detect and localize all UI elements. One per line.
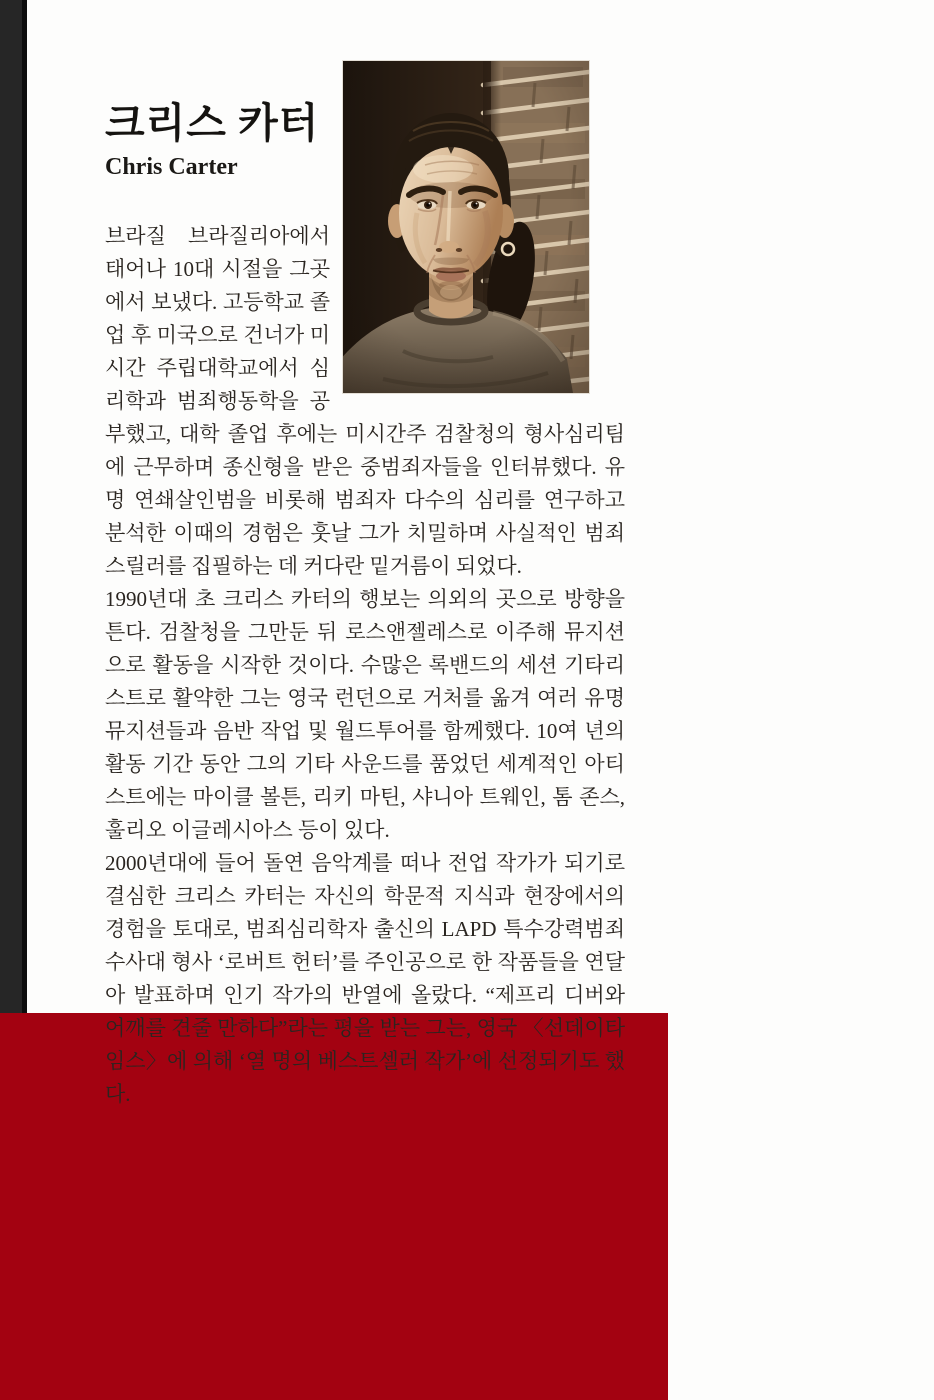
bio-paragraph-3: 2000년대에 들어 돌연 음악계를 떠나 전업 작가가 되기로 결심한 크리스 카터는 자신의 학문적 지식과 현장에서의 경험을 토대로, 범죄심리학자 출신의 LAPD 특수강력범죄수사대 형사 ‘로버트 헌터’를 주인공으로 한 작품들을 연달아 발표하며 인기 작가의 반열에 올랐다. “제프리 디버와 어깨를 견줄 만하다”라는 평을 받는 그는, 영국 〈선데이타임스〉에 의해 ‘열 명의 베스트셀러 작가’에 선정되기도 했다. [105,851,625,1107]
bio-paragraph-1: 브라질 브라질리아에서 태어나 10대 시절을 그곳에서 보냈다. 고등학교 졸업 후 미국으로 건너가 미시간 주립대학교에서 심리학과 범죄행동학을 공부했고, 대학 졸업 후에는 미시간주 검찰청의 형사심리팀에 근무하며 종신형을 받은 중범죄자들을 인터뷰했다. 유명 연쇄살인범을 비롯해 범죄자 다수의 심리를 연구하고 분석한 이때의 경험은 훗날 그가 치밀하며 사실적인 범죄스릴러를 집필하는 데 커다란 밑거름이 되었다. [105,224,625,579]
author-photo-illustration [343,61,589,393]
author-photo [342,60,590,394]
author-name-english: Chris Carter [105,154,238,180]
left-margin-black-bar [0,0,27,1013]
bio-paragraph-2: 1990년대 초 크리스 카터의 행보는 의외의 곳으로 방향을 튼다. 검찰청을 그만둔 뒤 로스앤젤레스로 이주해 뮤지션으로 활동을 시작한 것이다. 수많은 록밴드의 세션 기타리스트로 활약한 그는 영국 런던으로 거처를 옮겨 여러 유명 뮤지션들과 음반 작업 및 월드투어를 함께했다. 10여 년의 활동 기간 동안 그의 기타 사운드를 품었던 세계적인 아티스트에는 마이클 볼튼, 리키 마틴, 샤니아 트웨인, 톰 존스, 훌리오 이글레시아스 등이 있다. [105,587,625,843]
author-name-korean: 크리스 카터 [105,100,320,146]
